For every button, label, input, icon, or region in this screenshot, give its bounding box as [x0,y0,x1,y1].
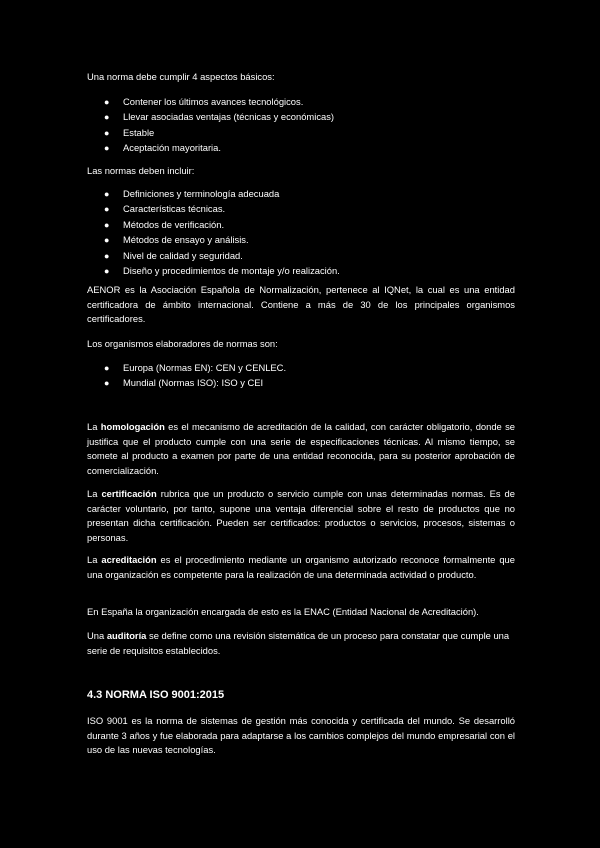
list-item: ● Métodos de verificación. [87,218,515,233]
bullet-icon: ● [104,363,110,373]
section-heading: 4.3 NORMA ISO 9001:2015 [87,689,225,701]
list-item: ● Mundial (Normas ISO): ISO y CEI [87,376,515,391]
bullet-icon: ● [104,97,110,107]
bullet-icon: ● [104,189,110,199]
intro-aspects: Una norma debe cumplir 4 aspectos básicos: [87,71,275,82]
intro-organisms: Los organismos elaboradores de normas son: [87,338,278,349]
bullet-icon: ● [104,219,110,230]
term-acreditacion: acreditación [101,554,157,565]
intro-include: Las normas deben incluir: [87,165,195,176]
list-item: ● Contener los últimos avances tecnológicos. [87,95,515,110]
enac-paragraph: En España la organización encargada de esto es la ENAC (Entidad Nacional de Acreditación). [87,606,479,617]
bullet-icon: ● [104,265,110,276]
homologacion-paragraph: La homologación es el mecanismo de acreditación de la calidad, con carácter obligatorio, donde se justifica que el producto cumple con una serie de especificaciones técnicas. Al mismo tiempo, se somete al producto a examen por parte de una entidad reconocida, para su posterior aprobación de comercialización. [87,421,515,476]
list-item: ● Estable [87,126,515,141]
term-homologacion: homologación [100,421,165,432]
bullet-icon: ● [104,204,110,215]
list-item: ● Aceptación mayoritaria. [87,141,515,156]
list-item: ● Métodos de ensayo y análisis. [87,233,515,248]
term-auditoria: auditoría [106,630,147,641]
bullet-icon: ● [104,112,110,123]
aspects-list [87,95,515,157]
certificacion-paragraph: La certificación rubrica que un producto o servicio cumple con unas determinadas normas. Es de carácter voluntario, por tanto, supone una ventaja diferencial sobre el resto de productos que no presentan dicha certificación. Pueden ser certificados: productos o servicios, procesos, sistemas o personas. [87,488,515,543]
include-list [87,187,515,279]
term-certificacion: certificación [101,488,157,499]
list-item: ● Europa (Normas EN): CEN y CENLEC. [87,361,515,376]
organisms-list [87,361,515,392]
aenor-paragraph: AENOR es la Asociación Española de Normalización, pertenece al IQNet, la cual es una entidad certificadora de ámbito internacional. Contiene a más de 30 de los principales organismos certificadores. [87,284,515,325]
list-item: ● Llevar asociadas ventajas (técnicas y económicas) [87,110,515,125]
acreditacion-paragraph: La acreditación es el procedimiento mediante un organismo autorizado reconoce formalmente que una organización es competente para la realización de una determinada actividad o producto. [87,554,515,580]
list-item: ● Diseño y procedimientos de montaje y/o realización. [87,264,515,279]
list-item: ● Definiciones y terminología adecuada [87,187,515,202]
bullet-icon: ● [104,127,110,138]
bullet-icon: ● [104,250,110,261]
list-item: ● Características técnicas. [87,202,515,217]
iso-paragraph: ISO 9001 es la norma de sistemas de gestión más conocida y certificada del mundo. Se desarrolló durante 3 años y fue elaborada para adaptarse a los cambios complejos del mundo empresarial con el uso de las nuevas tecnologías. [87,715,515,756]
bullet-icon: ● [104,143,110,154]
list-item: ● Nivel de calidad y seguridad. [87,249,515,264]
bullet-icon: ● [104,235,110,246]
auditoria-paragraph: Una auditoría se define como una revisión sistemática de un proceso para constatar que cumple una serie de requisitos establecidos. [87,630,510,656]
bullet-icon: ● [104,378,110,389]
